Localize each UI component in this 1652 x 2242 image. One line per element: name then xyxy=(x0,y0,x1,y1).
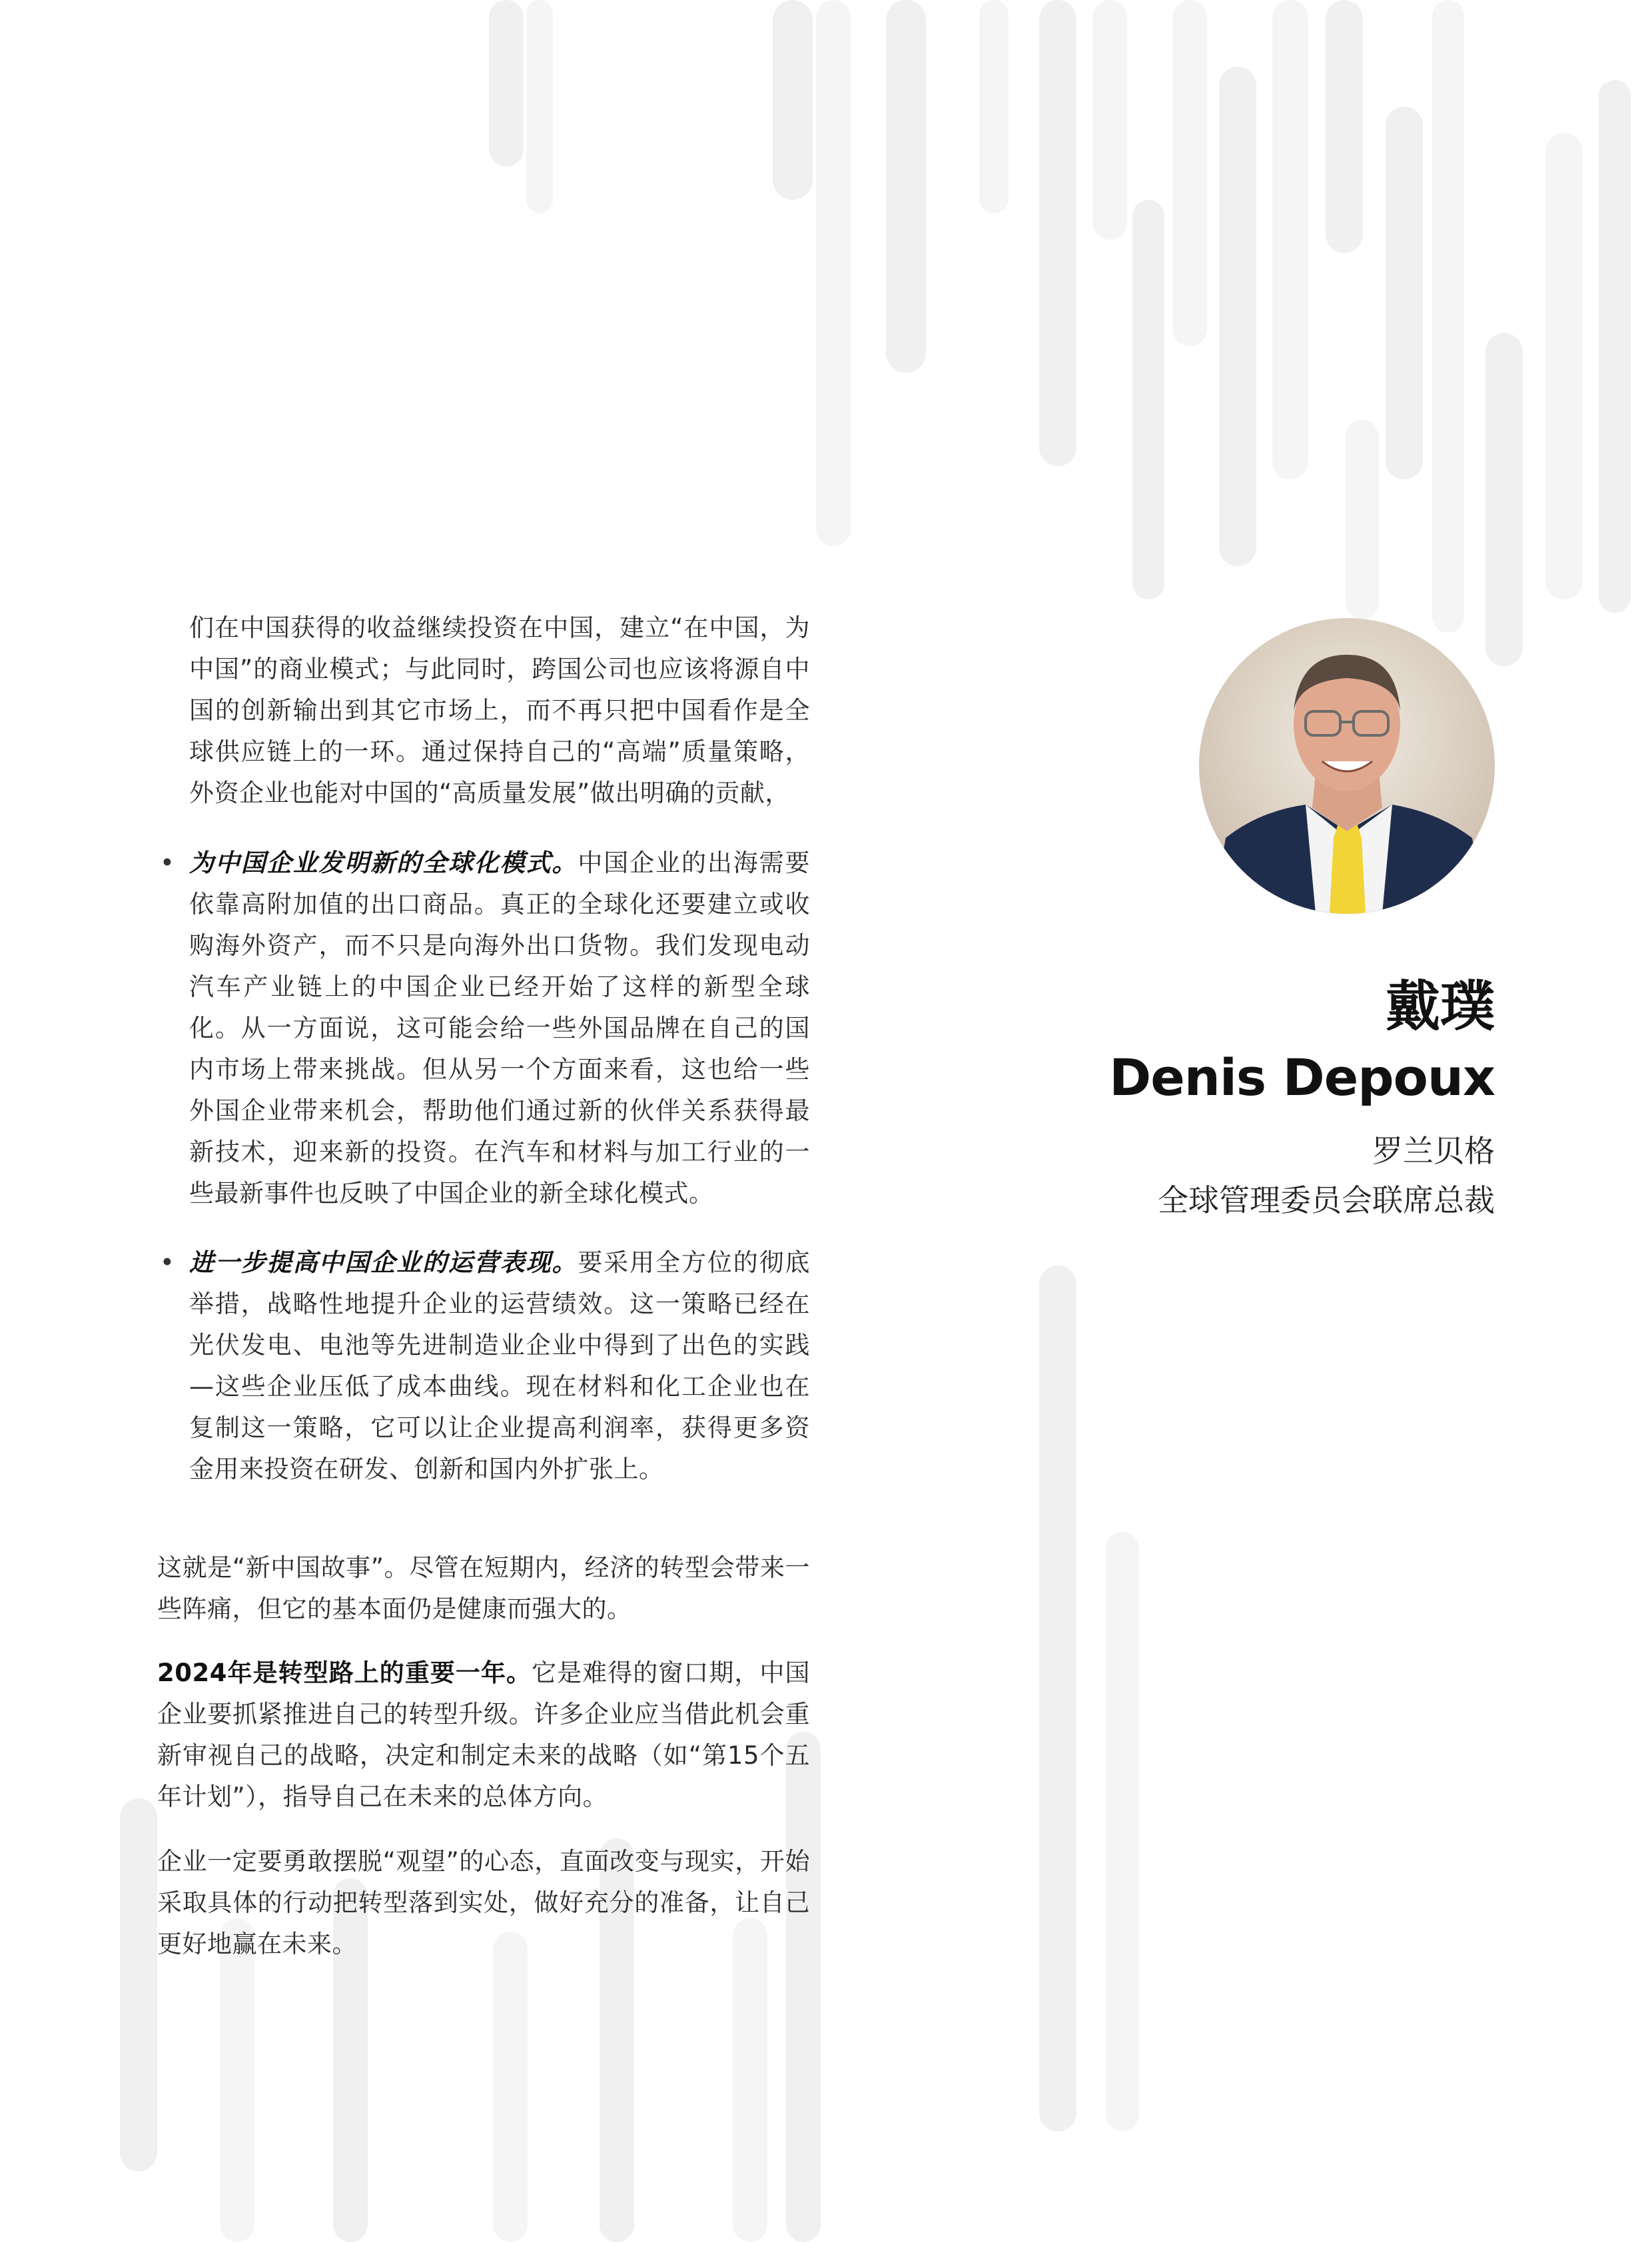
paragraph-text: 它是难得的窗口期，中国企业要抓紧推进自己的转型升级。许多企业应当借此机会重新审视自己的战略，决定和制定未来的战略（如“第15个五年计划”），指导自己在未来的总体方向。 xyxy=(157,1659,811,1811)
bullet-item-operations xyxy=(189,1242,810,1490)
bullet-lead: 为中国企业发明新的全球化模式。 xyxy=(189,849,578,877)
paragraph-2024 xyxy=(157,1653,810,1818)
author-portrait xyxy=(1199,618,1495,914)
paragraph-lead: 2024年是转型路上的重要一年。 xyxy=(157,1659,532,1687)
author-title: 全球管理委员会联席总裁 xyxy=(1158,1182,1495,1218)
paragraph-conclusion: 企业一定要勇敢摆脱“观望”的心态，直面改变与现实，开始采取具体的行动把转型落到实处，做好充分的准备，让自己更好地赢在未来。 xyxy=(157,1847,810,1958)
paragraph-new-china-story: 这就是“新中国故事”。尽管在短期内，经济的转型会带来一些阵痛，但它的基本面仍是健康而强大的。 xyxy=(157,1553,810,1623)
bullet-text: 要采用全方位的彻底举措，战略性地提升企业的运营绩效。这一策略已经在光伏发电、电池等先进制造业企业中得到了出色的实践—这些企业压低了成本曲线。现在材料和化工企业也在复制这一策略，它可以让企业提高利润率，获得更多资金用来投资在研发、创新和国内外扩张上。 xyxy=(189,1248,811,1483)
bullet-lead: 进一步提高中国企业的运营表现。 xyxy=(189,1248,578,1277)
author-name-chinese: 戴璞 xyxy=(1385,975,1495,1038)
bullet-item-globalization xyxy=(189,843,810,1214)
author-name-english: Denis Depoux xyxy=(1109,1048,1495,1107)
bullet-marker: • xyxy=(160,849,175,877)
continuation-paragraph: 们在中国获得的收益继续投资在中国，建立“在中国，为中国”的商业模式；与此同时，跨国公司也应该将源自中国的创新输出到其它市场上，而不再只把中国看作是全球供应链上的一环。通过保持自己的“高端”质量策略，外资企业也能对中国的“高质量发展”做出明确的贡献， xyxy=(189,613,810,807)
bullet-text: 中国企业的出海需要依靠高附加值的出口商品。真正的全球化还要建立或收购海外资产，而不只是向海外出口货物。我们发现电动汽车产业链上的中国企业已经开始了这样的新型全球化。从一方面说，这可能会给一些外国品牌在自己的国内市场上带来挑战。但从另一个方面来看，这也给一些外国企业带来机会，帮助他们通过新的伙伴关系获得最新技术，迎来新的投资。在汽车和材料与加工行业的一些最新事件也反映了中国企业的新全球化模式。 xyxy=(189,849,811,1208)
bullet-marker: • xyxy=(160,1248,175,1277)
author-company: 罗兰贝格 xyxy=(1372,1133,1495,1169)
